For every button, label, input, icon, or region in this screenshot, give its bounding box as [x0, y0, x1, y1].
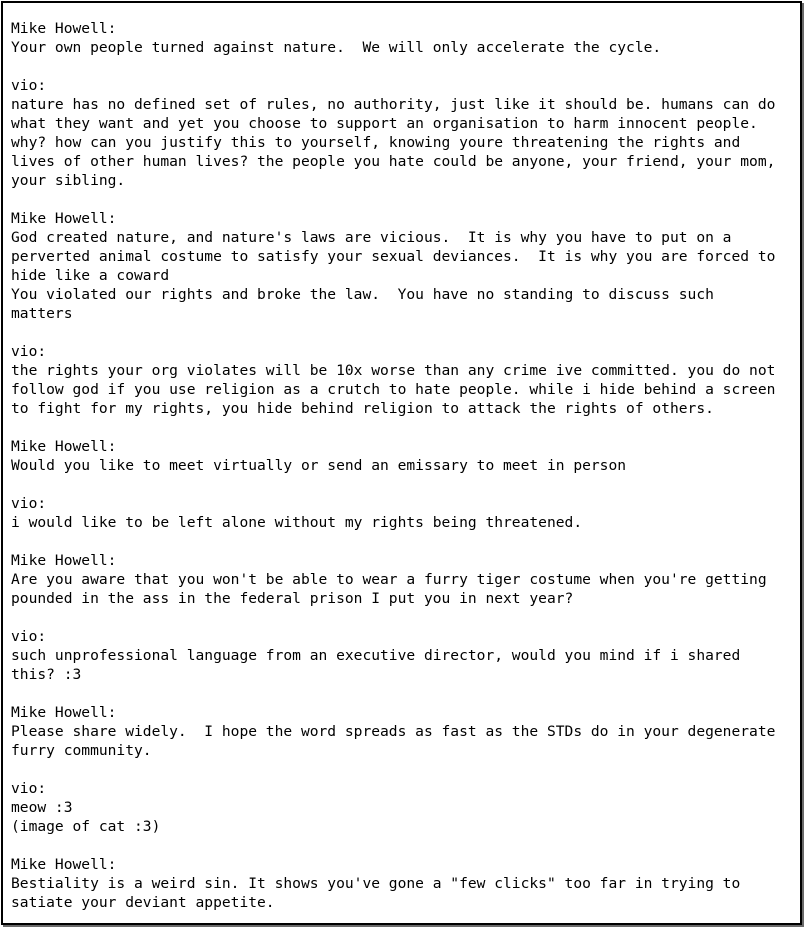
- message-line: Please share widely. I hope the word spreads as fast as the STDs do in your degenerate: [11, 723, 776, 740]
- message-line: this? :3: [11, 666, 82, 683]
- chat-message: [11, 437, 800, 475]
- message-speaker: vio:: [11, 780, 47, 797]
- message-line: satiate your deviant appetite.: [11, 894, 275, 911]
- chat-message: [11, 627, 800, 684]
- chat-message: [11, 494, 800, 532]
- message-line: God created nature, and nature's laws are vicious. It is why you have to put on a: [11, 229, 732, 246]
- chat-message: [11, 209, 800, 323]
- message-speaker: vio:: [11, 628, 47, 645]
- message-speaker: Mike Howell:: [11, 210, 117, 227]
- chat-message: [11, 76, 800, 190]
- chat-message: [11, 779, 800, 836]
- chat-message: [11, 551, 800, 608]
- message-line: furry community.: [11, 742, 152, 759]
- message-speaker: vio:: [11, 495, 47, 512]
- message-speaker: Mike Howell:: [11, 704, 117, 721]
- chat-transcript: [11, 19, 800, 912]
- message-line: nature has no defined set of rules, no authority, just like it should be. humans can do: [11, 96, 776, 113]
- message-line: meow :3: [11, 799, 73, 816]
- message-line: Bestiality is a weird sin. It shows you've gone a "few clicks" too far in trying to: [11, 875, 741, 892]
- message-line: You violated our rights and broke the law. You have no standing to discuss such: [11, 286, 714, 303]
- chat-message: [11, 342, 800, 418]
- message-line: to fight for my rights, you hide behind religion to attack the rights of others.: [11, 400, 714, 417]
- message-line: such unprofessional language from an executive director, would you mind if i shared: [11, 647, 741, 664]
- message-speaker: Mike Howell:: [11, 856, 117, 873]
- message-speaker: vio:: [11, 343, 47, 360]
- message-line: Would you like to meet virtually or send an emissary to meet in person: [11, 457, 627, 474]
- chat-message: [11, 19, 800, 57]
- message-line: Your own people turned against nature. We will only accelerate the cycle.: [11, 39, 662, 56]
- message-speaker: vio:: [11, 77, 47, 94]
- message-line: follow god if you use religion as a crutch to hate people. while i hide behind a screen: [11, 381, 776, 398]
- message-line: your sibling.: [11, 172, 126, 189]
- message-line: hide like a coward: [11, 267, 170, 284]
- message-speaker: Mike Howell:: [11, 552, 117, 569]
- message-line: perverted animal costume to satisfy your sexual deviances. It is why you are forced to: [11, 248, 776, 265]
- message-line: what they want and yet you choose to support an organisation to harm innocent people.: [11, 115, 758, 132]
- message-line: why? how can you justify this to yourself, knowing youre threatening the rights and: [11, 134, 741, 151]
- message-line: the rights your org violates will be 10x worse than any crime ive committed. you do not: [11, 362, 776, 379]
- chat-message: [11, 855, 800, 912]
- message-line: lives of other human lives? the people you hate could be anyone, your friend, your mom,: [11, 153, 776, 170]
- message-line: (image of cat :3): [11, 818, 161, 835]
- message-speaker: Mike Howell:: [11, 20, 117, 37]
- transcript-frame: [1, 1, 802, 925]
- message-line: matters: [11, 305, 73, 322]
- message-speaker: Mike Howell:: [11, 438, 117, 455]
- message-line: i would like to be left alone without my rights being threatened.: [11, 514, 583, 531]
- message-line: Are you aware that you won't be able to wear a furry tiger costume when you're getting: [11, 571, 767, 588]
- chat-message: [11, 703, 800, 760]
- message-line: pounded in the ass in the federal prison I put you in next year?: [11, 590, 574, 607]
